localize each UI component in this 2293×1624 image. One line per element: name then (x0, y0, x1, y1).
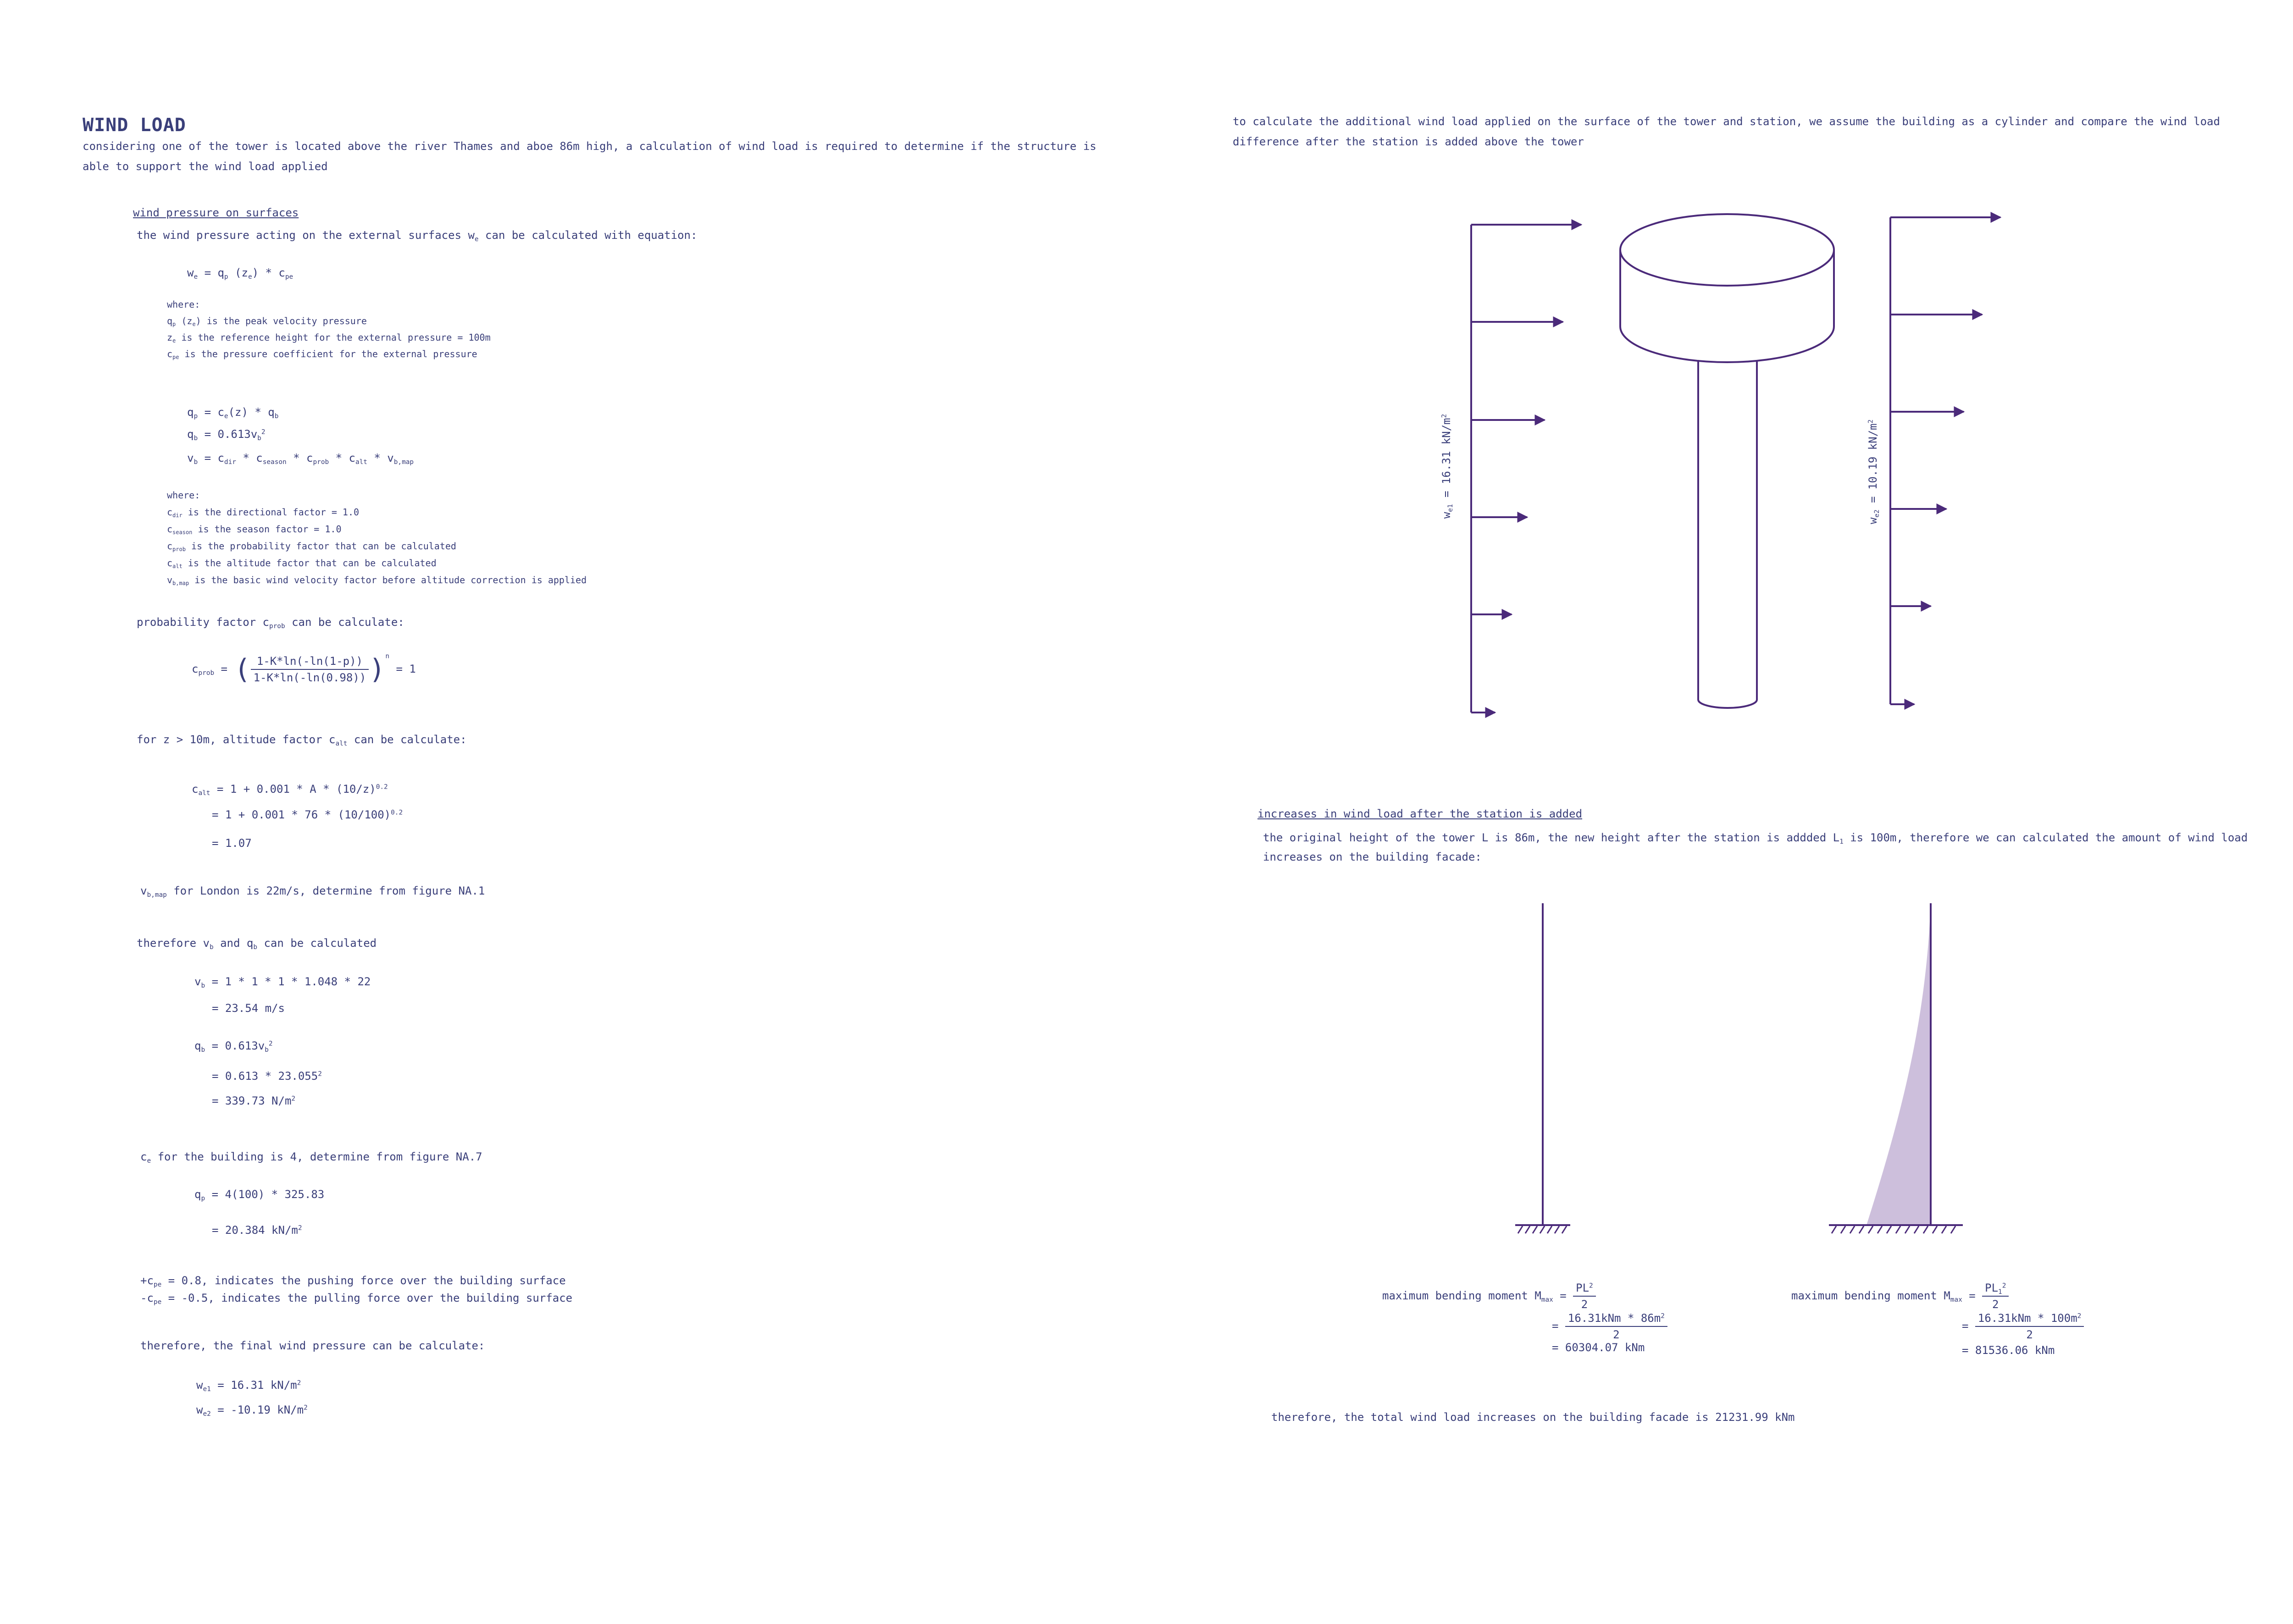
where-item: $c_{season}$ is the season factor = 1.0 (167, 524, 342, 536)
qb-equation-2: = 0.613 * 23.055$^2$ (212, 1070, 322, 1083)
wind-load-diagram-right (1890, 217, 2000, 704)
tower-station-cylinder (1620, 214, 1834, 708)
right-intro-line-2: difference after the station is added above the tower (1233, 135, 1584, 148)
altitude-equation-1: $c_{alt} = 1 + 0.001 * A * (10/z)^{0.2}$ (192, 783, 388, 797)
qb-equation-1: $q_b = 0.613v_b^2$ (194, 1039, 273, 1054)
altitude-factor-text: for z > 10m, altitude factor $c_{alt}$ can be calculate: (137, 733, 467, 748)
therefore-vb-qb-text: therefore $v_b$ and $q_b$ can be calculated (137, 937, 377, 951)
equation-vb: $v_b = c_{dir} * c_{season} * c_{prob} * c_{alt} * v_{b,map}$ (187, 452, 414, 466)
cpe-positive-text: $+c_{pe} = 0.8$, indicates the pushing force over the building surface (140, 1274, 566, 1289)
where-item: $z_e$ is the reference height for the external pressure = 100m (167, 332, 491, 344)
qp-equation-1: $q_p = 4(100) * 325.83$ (194, 1188, 325, 1203)
qp-equation-2: = 20.384 $kN/m^2$ (212, 1224, 302, 1237)
vb-equation-1: $v_b = 1 * 1 * 1 * 1.048 * 22$ (194, 975, 371, 990)
section-heading-wind-pressure: wind pressure on surfaces (133, 206, 299, 219)
page-title: WIND LOAD (83, 115, 186, 136)
where-label: where: (167, 299, 200, 310)
intro-line-2: able to support the wind load applied (83, 160, 328, 173)
qb-equation-3: = 339.73 $N/m^2$ (212, 1094, 296, 1107)
where-item: $c_{prob}$ is the probability factor that can be calculated (167, 541, 456, 553)
equation-we: $w_e = q_p$ $(z_e) * c_{pe}$ (187, 266, 294, 281)
ce-text: $c_e$ for the building is 4, determine from figure NA.7 (140, 1150, 482, 1165)
we2-result: $w_{e2} = -10.19$ $kN/m^2$ (196, 1403, 308, 1418)
increase-text-line-2: increases on the building facade: (1263, 851, 1482, 863)
probability-equation: $c_{prob}$ = ( $\frac{1-K*\ln(-\ln(1-p))}{1-K*\ln(-\ln(0.98))}$ )$^n$ = 1 (192, 652, 416, 685)
section-heading-increases: increases in wind load after the station is added (1257, 807, 1583, 820)
moment-original-result: = 60304.07 kNm (1552, 1341, 1645, 1354)
equation-qb: $q_b = 0.613v_b^2$ (187, 428, 266, 442)
moment-original-formula: maximum bending moment $M_{max}$ = $\frac{PL^2}{2}$ (1382, 1280, 1596, 1312)
where-label: where: (167, 490, 200, 501)
right-intro-line-1: to calculate the additional wind load applied on the surface of the tower and station, we assume the building as a cylinder and compare the wind load (1233, 115, 2220, 128)
probability-factor-text: probability factor $c_{prob}$ can be calculate: (137, 616, 404, 630)
altitude-equation-3: = 1.07 (212, 837, 252, 850)
moment-new-formula: maximum bending moment $M_{max}$ = $\frac{PL_1^2}{2}$ (1791, 1280, 2009, 1312)
where-item: $c_{pe}$ is the pressure coefficient for the external pressure (167, 348, 477, 361)
we1-result: $w_{e1} = 16.31$ $kN/m^2$ (196, 1379, 301, 1393)
final-pressure-text: therefore, the final wind pressure can be calculate: (140, 1339, 485, 1352)
moment-new-substitution: = $\frac{16.31kNm * 100m^2}{2}$ (1962, 1310, 2084, 1342)
vb-equation-2: = 23.54 m/s (212, 1002, 285, 1015)
moment-new-result: = 81536.06 kNm (1962, 1344, 2055, 1357)
cantilever-original (1515, 903, 1570, 1233)
where-item: $c_{dir}$ is the directional factor = 1.0 (167, 507, 360, 519)
where-item: $c_{alt}$ is the altitude factor that can be calculated (167, 558, 437, 570)
intro-line-1: considering one of the tower is located above the river Thames and aboe 86m high, a calculation of wind load is required to determine if the structure is (83, 140, 1097, 153)
wind-pressure-text: the wind pressure acting on the external surfaces $w_e$ can be calculated with equation: (137, 229, 698, 243)
wind-load-diagram-left (1471, 225, 1581, 713)
cpe-negative-text: $-c_{pe} = -0.5$, indicates the pulling force over the building surface (140, 1292, 573, 1306)
vbmap-text: $v_{b,map}$ for London is 22m/s, determine from figure NA.1 (140, 884, 485, 899)
increase-text-line-1: the original height of the tower L is 86m, the new height after the station is addded $L_1$ is 100m, therefore we can calculated the amount of wind load (1263, 831, 2248, 846)
load-label-right: $w_{e2} = 10.19$ $kN/m^2$ (1867, 419, 1881, 525)
equation-qp: $q_p = c_e(z) * q_b$ (187, 406, 279, 420)
where-item: $q_p$ $(z_e)$ is the peak velocity pressure (167, 315, 367, 328)
where-item: $v_{b,map}$ is the basic wind velocity factor before altitude correction is applied (167, 574, 587, 587)
altitude-equation-2: = $1 + 0.001 * 76 * (10/100)^{0.2}$ (212, 808, 403, 821)
cantilever-new (1829, 903, 1963, 1233)
load-label-left: $w_{e1} = 16.31$ $kN/m^2$ (1440, 414, 1455, 519)
moment-original-substitution: = $\frac{16.31kNm * 86m^2}{2}$ (1552, 1310, 1667, 1342)
total-increase-text: therefore, the total wind load increases on the building facade is 21231.99 kNm (1271, 1411, 1795, 1424)
